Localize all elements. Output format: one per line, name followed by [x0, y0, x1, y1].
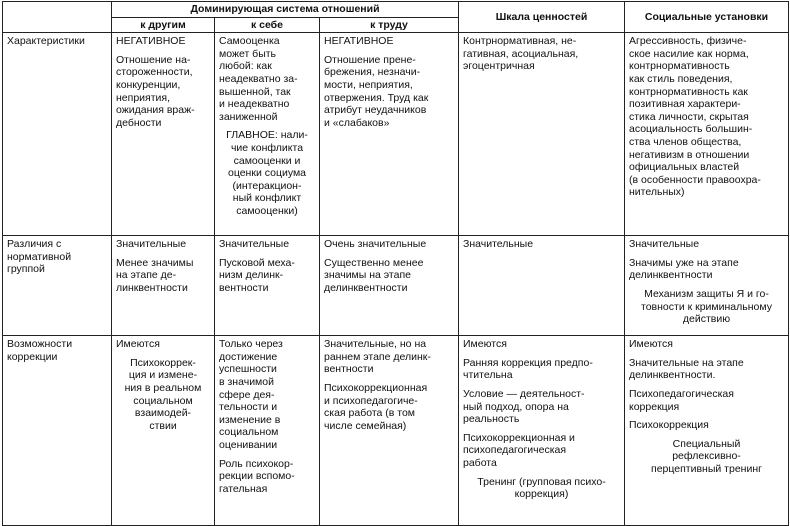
cell-attitudes: Значительные Значимы уже на этапе делинквентности Механизм защиты Я и го- товности к криминальному действию [625, 236, 789, 336]
cell-to-others: Имеются Психокоррек- ция и измене- ния в реальном социальном взаимодей- ствии [112, 336, 215, 526]
cell-values: Контрнормативная, не- гативная, асоциальная, эгоцентричная [459, 33, 625, 236]
to-work-header: к труду [320, 17, 459, 33]
to-others-header: к другим [112, 17, 215, 33]
corner-cell [3, 2, 112, 33]
cell-to-self: Значительные Пусковой меха- низм делинк- вентности [215, 236, 320, 336]
cell-to-self: Только через достижение успешности в значимой сфере дея- тельности и изменение в социальном оценивании Роль психокор- рекции вспомо- гательная [215, 336, 320, 526]
cell-values: Имеются Ранняя коррекция предпо- чтительна Условие — деятельност- ный подход, опора на реальность Психокоррекционная и психопедагогическая работа Тренинг (групповая психо- коррекция) [459, 336, 625, 526]
dominant-system-header: Доминирующая система отношений [112, 2, 459, 18]
cell-attitudes: Имеются Значительные на этапе делинквентности. Психопедагогическая коррекция Психокоррекция Специальный рефлексивно- перцептивный тренинг [625, 336, 789, 526]
row-differences [3, 236, 789, 336]
row-characteristics [3, 33, 789, 236]
cell-to-others: НЕГАТИВНОЕ Отношение на- стороженности, конкуренции, неприятия, ожидания враж- дебности [112, 33, 215, 236]
cell-to-work: НЕГАТИВНОЕ Отношение прене- брежения, незначи- мости, неприятия, отвержения. Труд как атрибут неудачников и «слабаков» [320, 33, 459, 236]
attitudes-header: Социальные установки [625, 2, 789, 33]
header-row-top [3, 2, 789, 18]
row-label: Возможности коррекции [3, 336, 112, 526]
row-label: Различия с нормативной группой [3, 236, 112, 336]
cell-attitudes: Агрессивность, физиче- ское насилие как норма, контрнормативность как стиль поведения, контрнормативность как позитивная характери- стика личности, скрытая асоциальность большин- ства членов общества, негативизм в отношении официальных властей (в особенности правоохра- нительных) [625, 33, 789, 236]
values-header: Шкала ценностей [459, 2, 625, 33]
row-label: Характеристики [3, 33, 112, 236]
to-self-header: к себе [215, 17, 320, 33]
comparison-table [2, 1, 789, 526]
cell-values: Значительные [459, 236, 625, 336]
cell-to-self: Самооценка может быть любой: как неадекватно за- вышенной, так и неадекватно заниженной ГЛАВНОЕ: нали- чие конфликта самооценки и оценки социума (интеракцион- ный конфликт самооценки) [215, 33, 320, 236]
cell-to-work: Очень значительные Существенно менее значимы на этапе делинквентности [320, 236, 459, 336]
cell-to-others: Значительные Менее значимы на этапе де- линквентности [112, 236, 215, 336]
row-correction [3, 336, 789, 526]
cell-to-work: Значительные, но на раннем этапе делинк- вентности Психокоррекционная и психопедагогиче- ская работа (в том числе семейная) [320, 336, 459, 526]
